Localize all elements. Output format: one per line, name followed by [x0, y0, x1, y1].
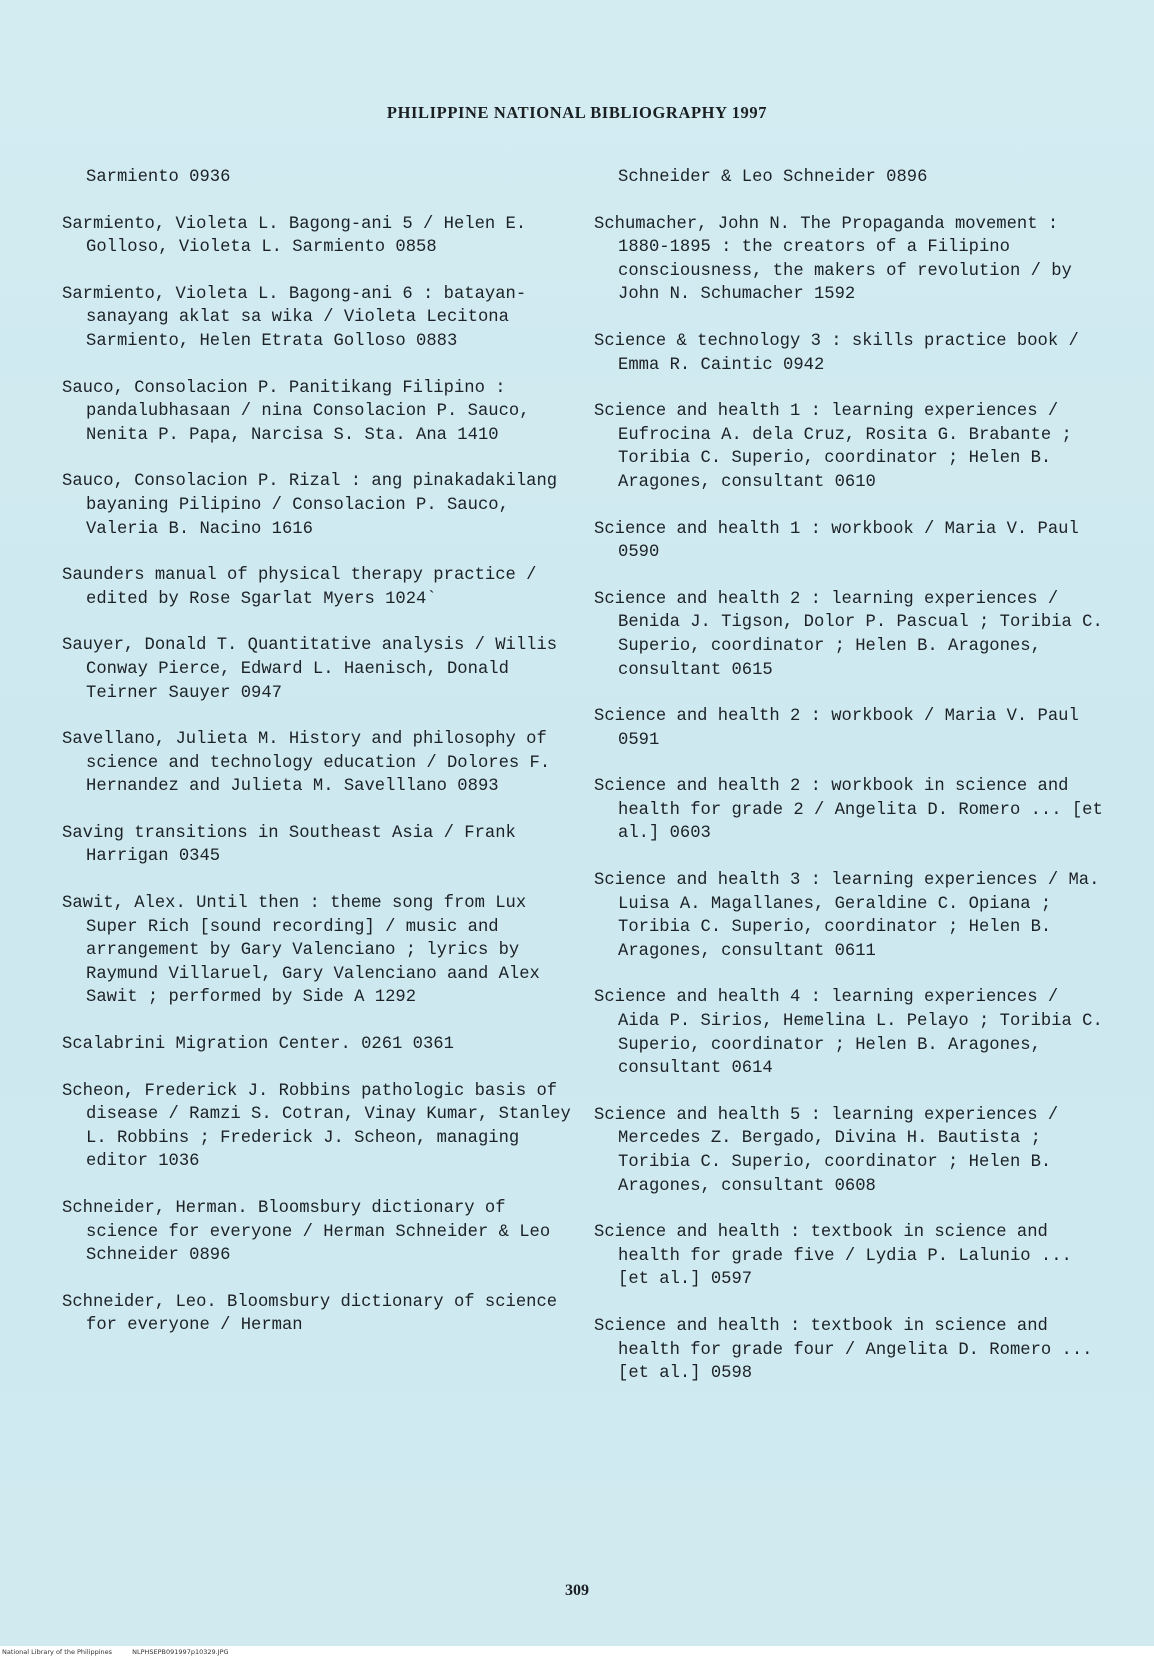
left-column	[62, 166, 572, 1361]
bibliography-entry: Science & technology 3 : skills practice book / Emma R. Caintic 0942	[594, 331, 1079, 375]
bibliography-entry: Schneider, Herman. Bloomsbury dictionary of science for everyone / Herman Schneider & Leo Schneider 0896	[62, 1199, 551, 1266]
bibliography-entry: Saunders manual of physical therapy practice / edited by Rose Sgarlat Myers 1024`	[62, 566, 537, 609]
bibliography-entry: Science and health 5 : learning experiences / Mercedes Z. Bergado, Divina H. Bautista ; Toribia C. Superio, coordinator ; Helen B. Aragones, consultant 0608	[594, 1105, 1059, 1196]
bibliography-entry: Sauco, Consolacion P. Rizal : ang pinakadakilang bayaning Pilipino / Consolacion P. Sauco, Valeria B. Nacino 1616	[62, 472, 558, 539]
bibliography-entry: Savellano, Julieta M. History and philosophy of science and technology education / Dolores F. Hernandez and Julieta M. Savelllano 0893	[62, 730, 551, 797]
bibliography-entry: Science and health 1 : workbook / Maria V. Paul 0590	[594, 519, 1079, 563]
bibliography-entry: Sawit, Alex. Until then : theme song from Lux Super Rich [sound recording] / music and arrangement by Gary Valenciano ; lyrics by Raymund Villaruel, Gary Valenciano aand Alex Sawit ; performed by Side A 1292	[62, 894, 540, 1008]
bibliography-entry: Sarmiento, Violeta L. Bagong-ani 6 : batayan-sanayang aklat sa wika / Violeta Lecitona Sarmiento, Helen Etrata Golloso 0883	[62, 284, 527, 351]
bibliography-entry: Science and health 4 : learning experiences / Aida P. Sirios, Hemelina L. Pelayo ; Toribia C. Superio, coordinator ; Helen B. Aragones, consultant 0614	[594, 988, 1103, 1079]
right-column	[594, 166, 1104, 1409]
bibliography-entry: Science and health 2 : workbook / Maria V. Paul 0591	[594, 707, 1079, 750]
bibliography-entry: Schneider, Leo. Bloomsbury dictionary of science for everyone / Herman	[62, 1292, 558, 1336]
bibliography-entry: Science and health : textbook in science and health for grade five / Lydia P. Lalunio ... [et al.] 0597	[594, 1223, 1072, 1290]
bibliography-entry: Schumacher, John N. The Propaganda movement : 1880-1895 : the creators of a Filipino consciousness, the makers of revolution / by John N. Schumacher 1592	[594, 214, 1072, 305]
scan-footer	[0, 1646, 1154, 1658]
footer-institution: National Library of the Philippines	[2, 1648, 113, 1656]
page-number: 309	[565, 1582, 589, 1599]
bibliography-entry: Saving transitions in Southeast Asia / Frank Harrigan 0345	[62, 823, 516, 867]
bibliography-entry: Sarmiento, Violeta L. Bagong-ani 5 / Helen E. Golloso, Violeta L. Sarmiento 0858	[62, 214, 527, 258]
bibliography-entry: Science and health : textbook in science and health for grade four / Angelita D. Romero ... [et al.] 0598	[594, 1316, 1093, 1384]
bibliography-entry: Sarmiento 0936	[86, 168, 231, 187]
bibliography-entry: Sauco, Consolacion P. Panitikang Filipino : pandalubhasaan / nina Consolacion P. Sauco, Nenita P. Papa, Narcisa S. Sta. Ana 1410	[62, 378, 530, 445]
bibliography-entry: Sauyer, Donald T. Quantitative analysis / Willis Conway Pierce, Edward L. Haenisch, Donald Teirner Sauyer 0947	[62, 636, 558, 703]
bibliography-entry: Science and health 2 : learning experiences / Benida J. Tigson, Dolor P. Pascual ; Toribia C. Superio, coordinator ; Helen B. Aragones, consultant 0615	[594, 589, 1103, 680]
bibliography-entry: Science and health 1 : learning experiences / Eufrocina A. dela Cruz, Rosita G. Brabante ; Toribia C. Superio, coordinator ; Helen B. Aragones, consultant 0610	[594, 402, 1072, 492]
bibliography-entry: Science and health 3 : learning experiences / Ma. Luisa A. Magallanes, Geraldine C. Opiana ; Toribia C. Superio, coordinator ; Helen B. Aragones, consultant 0611	[594, 871, 1100, 961]
bibliography-entry: Scheon, Frederick J. Robbins pathologic basis of disease / Ramzi S. Cotran, Vinay Kumar, Stanley L. Robbins ; Frederick J. Scheon, managing editor 1036	[62, 1081, 571, 1172]
running-header: PHILIPPINE NATIONAL BIBLIOGRAPHY 1997	[386, 103, 768, 122]
bibliography-entry: Schneider & Leo Schneider 0896	[618, 168, 928, 187]
bibliography-entry: Science and health 2 : workbook in science and health for grade 2 / Angelita D. Romero ... [et al.] 0603	[594, 777, 1103, 844]
bibliography-entry: Scalabrini Migration Center. 0261 0361	[62, 1035, 454, 1055]
footer-file-name: NLPHSEPB091997p10329.JPG	[132, 1648, 229, 1656]
